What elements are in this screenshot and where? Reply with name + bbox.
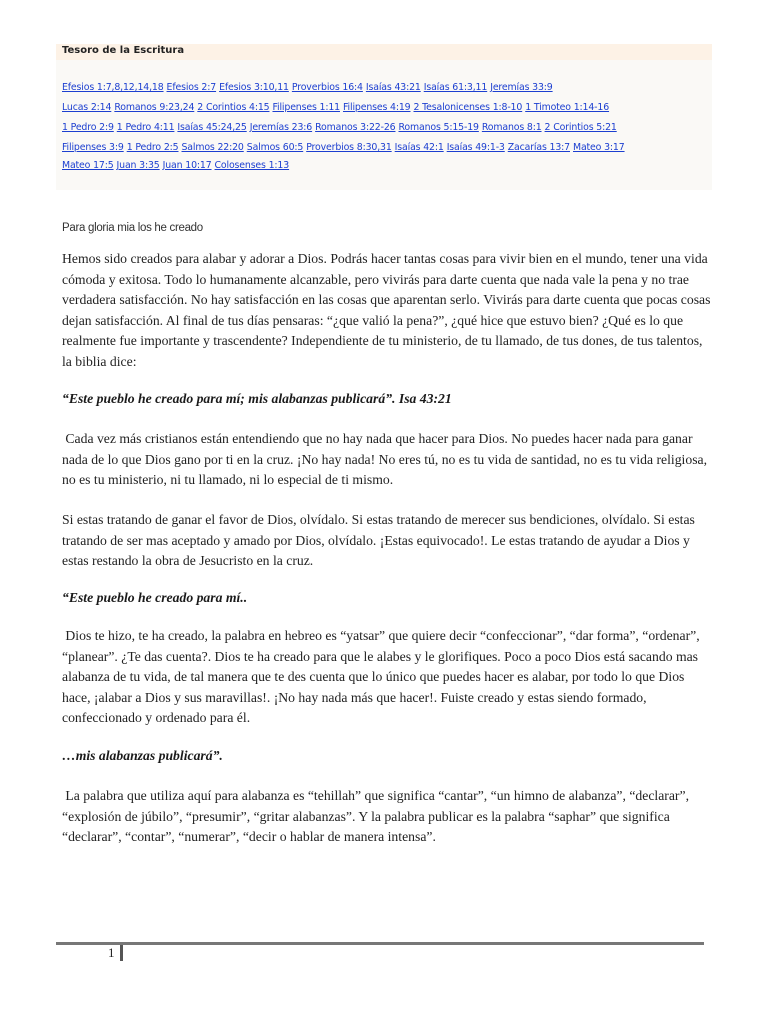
tesoro-title: Tesoro de la Escritura (62, 45, 185, 56)
scripture-reference-link[interactable]: 2 Corintios 4:15 (197, 102, 270, 113)
scripture-reference-link[interactable]: 2 Corintios 5:21 (544, 122, 617, 133)
scripture-quote: …mis alabanzas publicará”. (62, 748, 223, 763)
scripture-reference-link[interactable]: Jeremías 23:6 (249, 122, 313, 133)
scripture-reference-link[interactable]: Efesios 2:7 (166, 82, 217, 93)
reference-line (62, 122, 617, 133)
scripture-reference-link[interactable]: Efesios 1:7,8,12,14,18 (62, 82, 164, 93)
scripture-reference-link[interactable]: Proverbios 16:4 (291, 82, 363, 93)
scripture-reference-link[interactable]: Colosenses 1:13 (214, 160, 290, 171)
paragraph-text: Cada vez más cristianos están entendiendo que no hay nada que hacer para Dios. No puedes hacer nada para ganar nada de lo que Dios gano por ti en la cruz. ¡No hay nada! No eres tú, no es tu vida de santidad, no es tu vida religiosa, no es tu ministerio, ni tu llamado, ni lo especial de ti mismo. (62, 431, 708, 487)
scripture-reference-link[interactable]: Isaías 42:1 (394, 142, 444, 153)
body-paragraph (62, 429, 712, 491)
scripture-reference-link[interactable]: Romanos 5:15-19 (398, 122, 479, 133)
scripture-reference-link[interactable]: Mateo 17:5 (62, 160, 114, 171)
scripture-reference-link[interactable]: Juan 10:17 (162, 160, 212, 171)
scripture-reference-link[interactable]: 1 Timoteo 1:14-16 (525, 102, 610, 113)
paragraph-text: La palabra que utiliza aquí para alabanza es “tehillah” que significa “cantar”, “un himno de alabanza”, “declarar”, “explosión de júbilo”, “presumir”, “gritar alabanzas”. Y la palabra publicar es la palabra “saphar” que significa “declarar”, “contar”, “numerar”, “decir o hablar de manera intensa”. (62, 788, 689, 844)
scripture-reference-link[interactable]: Lucas 2:14 (62, 102, 112, 113)
scripture-reference-link[interactable]: Zacarías 13:7 (507, 142, 570, 153)
scripture-quote: “Este pueblo he creado para mí.. (62, 590, 248, 605)
body-paragraph: Hemos sido creados para alabar y adorar a Dios. Podrás hacer tantas cosas para vivir bien en el mundo, tener una vida cómoda y exitosa. Todo lo humanamente alcanzable, pero vivirás para darte cuenta que nada vale la pena y no trae verdadera satisfacción. No hay satisfacción en las cosas que aparentan serlo. Vivirás para darte cuenta que pocas cosas dejan satisfacción. Al final de tus días pensaras: “¿que valió la pena?”, ¿qué hice que estuvo bien? ¿Qué es lo que realmente fue importante y trascendente? Independiente de tu ministerio, de tu llamado, de tus dones, de tus talentos, la biblia dice: (62, 251, 711, 369)
scripture-reference-link[interactable]: Isaías 43:21 (365, 82, 421, 93)
scripture-reference-link[interactable]: Isaías 49:1-3 (446, 142, 505, 153)
scripture-reference-link[interactable]: Filipenses 4:19 (342, 102, 411, 113)
scripture-quote: “Este pueblo he creado para mí; mis alabanzas publicará”. Isa 43:21 (62, 391, 452, 406)
article-subtitle: Para gloria mia los he creado (62, 222, 203, 234)
scripture-reference-link[interactable]: Efesios 3:10,11 (219, 82, 289, 93)
reference-line (62, 142, 625, 153)
scripture-reference-link[interactable]: 1 Pedro 4:11 (116, 122, 175, 133)
scripture-reference-link[interactable]: Filipenses 3:9 (62, 142, 124, 153)
scripture-reference-link[interactable]: 1 Pedro 2:9 (62, 122, 114, 133)
scripture-reference-link[interactable]: 1 Pedro 2:5 (126, 142, 179, 153)
scripture-reference-link[interactable]: Filipenses 1:11 (272, 102, 340, 113)
paragraph-text: Dios te hizo, te ha creado, la palabra en hebreo es “yatsar” que quiere decir “confeccionar”, “dar forma”, “ordenar”, “planear”. ¿Te das cuenta?. Dios te ha creado para que le alabes y le glorifiques. Poco a poco Dios está sacando mas alabanza de tu vida, de tal manera que te des cuenta que lo único que puedes hacer es alabar, por todo lo que Dios hace, ¡alabar a Dios y sus maravillas!. ¡No hay nada más que hacer!. Fuiste creado y estas siendo formado, confeccionado y ordenado para él. (62, 628, 700, 725)
scripture-reference-link[interactable]: Proverbios 8:30,31 (306, 142, 392, 153)
reference-line (62, 102, 609, 113)
body-paragraph (62, 786, 712, 848)
scripture-reference-link[interactable]: Salmos 60:5 (246, 142, 304, 153)
scripture-reference-link[interactable]: 2 Tesalonicenses 1:8-10 (413, 102, 523, 113)
reference-line (62, 160, 289, 171)
scripture-reference-link[interactable]: Isaías 45:24,25 (177, 122, 247, 133)
scripture-reference-link[interactable]: Romanos 9:23,24 (114, 102, 195, 113)
scripture-reference-link[interactable]: Jeremías 33:9 (490, 82, 553, 93)
scripture-reference-link[interactable]: Juan 3:35 (116, 160, 160, 171)
scripture-reference-link[interactable]: Romanos 8:1 (481, 122, 542, 133)
body-paragraph (62, 626, 712, 729)
page-number: 1 (108, 945, 115, 960)
scripture-reference-link[interactable]: Mateo 3:17 (573, 142, 625, 153)
page-number-divider (120, 945, 123, 961)
scripture-reference-link[interactable]: Romanos 3:22-26 (315, 122, 396, 133)
reference-line (62, 82, 553, 93)
footer-rule (56, 942, 704, 945)
scripture-reference-link[interactable]: Salmos 22:20 (181, 142, 244, 153)
scripture-reference-link[interactable]: Isaías 61:3,11 (423, 82, 488, 93)
body-paragraph: Si estas tratando de ganar el favor de Dios, olvídalo. Si estas tratando de merecer sus bendiciones, olvídalo. Si estas tratando de ser mas aceptado y amado por Dios, olvídalo. ¡Estas equivocado!. Le estas tratando de ayudar a Dios y estas restando la obra de Jesucristo en la cruz. (62, 512, 695, 568)
